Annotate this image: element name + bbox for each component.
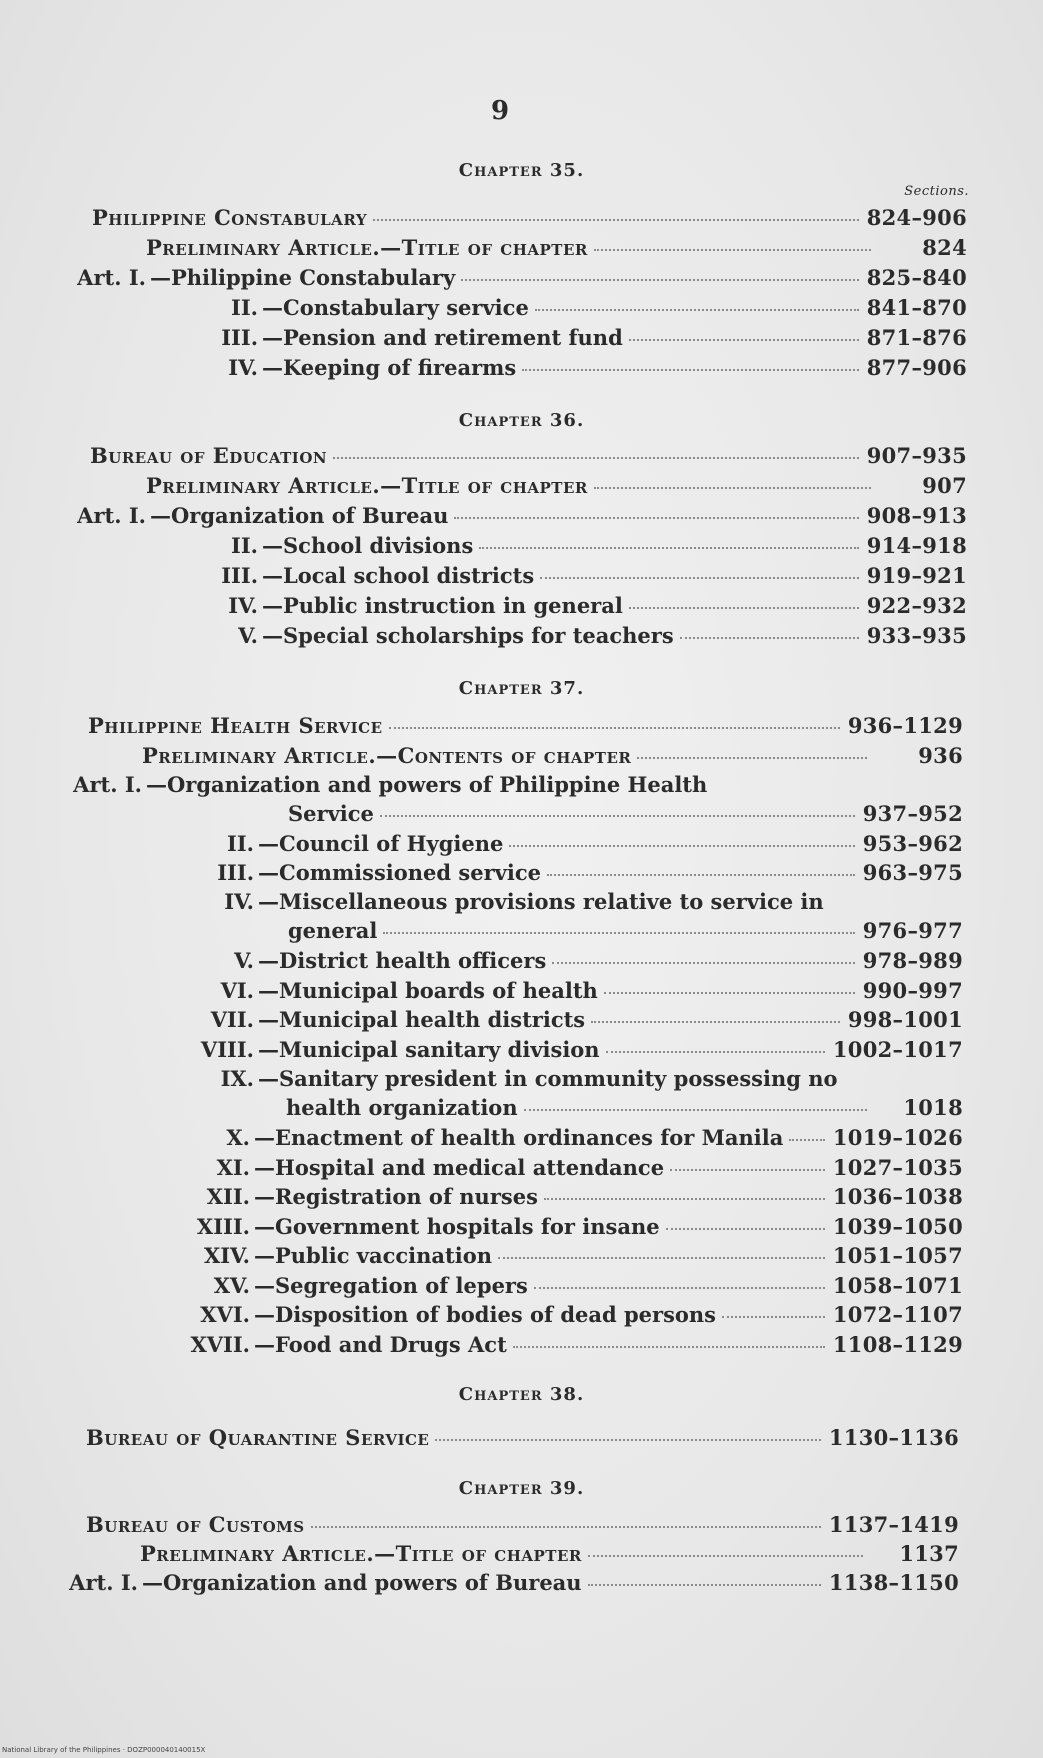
dot-leader <box>454 516 858 519</box>
article-number: XVII. <box>190 1332 250 1357</box>
entry-title-line1: —Organization and powers of Philippine Health <box>146 772 708 797</box>
entry-sections: 1130–1136 <box>828 1425 959 1450</box>
toc-entry <box>164 977 963 1005</box>
dot-leader <box>789 1138 825 1141</box>
entry-title: —Municipal sanitary division <box>258 1037 600 1062</box>
entry-sections: 990–997 <box>862 978 963 1003</box>
toc-entry <box>88 712 963 740</box>
toc-entry <box>164 1036 963 1064</box>
article-number: III. <box>221 325 258 350</box>
entry-sections: 907–935 <box>866 443 967 468</box>
entry-sections: 908–913 <box>866 503 967 528</box>
dot-leader <box>604 991 855 994</box>
dot-leader <box>629 338 859 341</box>
toc-entry <box>168 294 967 322</box>
entry-sections: 877–906 <box>866 355 967 380</box>
dot-leader <box>534 1286 825 1289</box>
article-number: XI. <box>216 1155 250 1180</box>
dot-leader <box>540 576 859 579</box>
entry-title: Preliminary Article.—Title of chapter <box>146 473 588 498</box>
toc-entry <box>164 830 963 858</box>
chapter-heading: Chapter 36. <box>458 410 585 431</box>
article-number: Art. I. <box>77 265 146 290</box>
dot-leader <box>594 248 871 251</box>
chapter-heading: Chapter 37. <box>458 678 585 699</box>
entry-title: —Pension and retirement fund <box>262 325 623 350</box>
chapter-heading: Chapter 35. <box>458 160 585 181</box>
entry-sections: 1036–1038 <box>832 1184 963 1209</box>
entry-sections: 919–921 <box>866 563 967 588</box>
entry-title: —Enactment of health ordinances for Manila <box>254 1125 784 1150</box>
entry-title: Philippine Constabulary <box>92 205 368 230</box>
entry-sections: 824–906 <box>866 205 967 230</box>
entry-sections: 933–935 <box>866 623 967 648</box>
toc-entry-first-line <box>164 888 880 916</box>
entry-sections: 1027–1035 <box>832 1155 963 1180</box>
entry-title: Preliminary Article.—Contents of chapter <box>142 743 632 768</box>
entry-title: —Government hospitals for insane <box>254 1214 660 1239</box>
toc-entry <box>160 1272 963 1300</box>
dot-leader <box>594 486 871 489</box>
toc-entry <box>160 1124 963 1152</box>
toc-entry <box>48 1569 959 1597</box>
entry-sections: 1018 <box>903 1095 963 1120</box>
entry-title: Service <box>288 801 374 826</box>
toc-entry <box>140 1540 959 1568</box>
toc-entry <box>286 1094 963 1122</box>
article-number: VI. <box>220 978 254 1003</box>
article-number: V. <box>238 623 258 648</box>
article-number: V. <box>234 948 254 973</box>
entry-title: Bureau of Quarantine Service <box>86 1425 430 1450</box>
toc-entry <box>168 622 967 650</box>
entry-sections: 1002–1017 <box>832 1037 963 1062</box>
article-number: IV. <box>224 889 254 914</box>
dot-leader <box>524 1108 867 1111</box>
dot-leader <box>373 218 859 221</box>
chapter-heading: Chapter 39. <box>458 1478 585 1499</box>
toc-entry <box>168 354 967 382</box>
entry-title: —Philippine Constabulary <box>150 265 456 290</box>
entry-title: —Council of Hygiene <box>258 831 504 856</box>
toc-entry <box>92 204 967 232</box>
entry-title: —Local school districts <box>262 563 535 588</box>
entry-sections: 1137–1419 <box>828 1512 959 1537</box>
entry-title: Preliminary Article.—Title of chapter <box>140 1541 582 1566</box>
dot-leader <box>522 368 859 371</box>
entry-sections: 907 <box>922 473 967 498</box>
article-number: III. <box>217 860 254 885</box>
entry-title: —Hospital and medical attendance <box>254 1155 665 1180</box>
chapter-heading: Chapter 38. <box>458 1384 585 1405</box>
entry-title: —Disposition of bodies of dead persons <box>254 1302 716 1327</box>
dot-leader <box>547 873 855 876</box>
entry-title: —Constabulary service <box>262 295 529 320</box>
dot-leader <box>383 931 854 934</box>
entry-sections: 1137 <box>899 1541 959 1566</box>
dot-leader <box>588 1583 821 1586</box>
article-number: IV. <box>228 593 258 618</box>
toc-entry <box>160 1183 963 1211</box>
entry-title: general <box>288 918 378 943</box>
entry-title: —Organization and powers of Bureau <box>142 1570 582 1595</box>
entry-sections: 937–952 <box>862 801 963 826</box>
entry-sections: 841–870 <box>866 295 967 320</box>
entry-title: —Segregation of lepers <box>254 1273 528 1298</box>
entry-sections: 976–977 <box>862 918 963 943</box>
dot-leader <box>680 636 859 639</box>
article-number: Art. I. <box>69 1570 138 1595</box>
dot-leader <box>389 726 840 729</box>
toc-entry-first-line <box>164 1065 880 1093</box>
entry-title: Preliminary Article.—Title of chapter <box>146 235 588 260</box>
toc-entry <box>288 800 963 828</box>
entry-title: —Public vaccination <box>254 1243 492 1268</box>
toc-entry <box>168 562 967 590</box>
dot-leader <box>435 1438 821 1441</box>
article-number: II. <box>227 831 254 856</box>
entry-sections: 871–876 <box>866 325 967 350</box>
entry-sections: 1138–1150 <box>828 1570 959 1595</box>
scan-footer: National Library of the Philippines · DOZP000040140015X <box>2 1746 206 1754</box>
toc-entry <box>168 532 967 560</box>
toc-entry <box>146 472 967 500</box>
toc-entry <box>86 1511 959 1539</box>
article-number: XVI. <box>200 1302 250 1327</box>
entry-title: Bureau of Education <box>90 443 328 468</box>
toc-entry <box>164 1006 963 1034</box>
entry-title: —Commissioned service <box>258 860 541 885</box>
entry-title: —Municipal health districts <box>258 1007 586 1032</box>
toc-entry-first-line <box>52 771 882 799</box>
dot-leader <box>479 546 858 549</box>
article-number: XIII. <box>196 1214 250 1239</box>
toc-entry <box>168 592 967 620</box>
entry-sections: 1019–1026 <box>832 1125 963 1150</box>
toc-entry <box>86 1424 959 1452</box>
toc-entry <box>160 1331 963 1359</box>
entry-title: —Registration of nurses <box>254 1184 538 1209</box>
dot-leader <box>552 961 854 964</box>
entry-sections: 998–1001 <box>847 1007 963 1032</box>
toc-entry <box>90 442 967 470</box>
dot-leader <box>722 1315 825 1318</box>
entry-title: Philippine Health Service <box>88 713 383 738</box>
dot-leader <box>588 1554 863 1557</box>
entry-title-line1: —Miscellaneous provisions relative to service in <box>258 889 824 914</box>
dot-leader <box>509 844 854 847</box>
dot-leader <box>513 1345 825 1348</box>
entry-sections: 922–932 <box>866 593 967 618</box>
entry-title-line1: —Sanitary president in community possessing no <box>258 1066 838 1091</box>
entry-sections: 936 <box>918 743 963 768</box>
toc-entry <box>56 264 967 292</box>
article-number: III. <box>221 563 258 588</box>
dot-leader <box>461 278 859 281</box>
dot-leader <box>535 308 859 311</box>
toc-entry <box>160 1242 963 1270</box>
toc-entry <box>160 1154 963 1182</box>
article-number: X. <box>226 1125 250 1150</box>
article-number: VIII. <box>200 1037 254 1062</box>
entry-sections: 1051–1057 <box>832 1243 963 1268</box>
entry-title: —Municipal boards of health <box>258 978 598 1003</box>
article-number: IV. <box>228 355 258 380</box>
toc-entry <box>164 859 963 887</box>
toc-entry <box>288 917 963 945</box>
toc-entry <box>56 502 967 530</box>
dot-leader <box>591 1020 840 1023</box>
entry-sections: 978–989 <box>862 948 963 973</box>
toc-entry <box>146 234 967 262</box>
entry-title: health organization <box>286 1095 518 1120</box>
article-number: VII. <box>210 1007 254 1032</box>
entry-sections: 936–1129 <box>847 713 963 738</box>
entry-title: —Public instruction in general <box>262 593 623 618</box>
page-number: 9 <box>490 96 510 126</box>
dot-leader <box>380 814 855 817</box>
dot-leader <box>311 1525 821 1528</box>
dot-leader <box>544 1197 825 1200</box>
entry-sections: 1058–1071 <box>832 1273 963 1298</box>
entry-title: —Keeping of firearms <box>262 355 517 380</box>
entry-title: —Special scholarships for teachers <box>262 623 674 648</box>
toc-entry <box>160 1213 963 1241</box>
dot-leader <box>606 1050 825 1053</box>
toc-entry <box>142 742 963 770</box>
entry-sections: 953–962 <box>862 831 963 856</box>
entry-title: —Food and Drugs Act <box>254 1332 507 1357</box>
entry-sections: 1039–1050 <box>832 1214 963 1239</box>
dot-leader <box>629 606 859 609</box>
entry-sections: 1108–1129 <box>832 1332 963 1357</box>
entry-sections: 963–975 <box>862 860 963 885</box>
entry-title: —School divisions <box>262 533 474 558</box>
article-number: II. <box>231 533 258 558</box>
dot-leader <box>670 1168 825 1171</box>
entry-sections: 1072–1107 <box>832 1302 963 1327</box>
toc-entry <box>164 947 963 975</box>
entry-sections: 825–840 <box>866 265 967 290</box>
dot-leader <box>498 1256 825 1259</box>
dot-leader <box>333 456 859 459</box>
entry-sections: 914–918 <box>866 533 967 558</box>
article-number: II. <box>231 295 258 320</box>
article-number: Art. I. <box>73 772 142 797</box>
article-number: Art. I. <box>77 503 146 528</box>
article-number: XII. <box>206 1184 250 1209</box>
entry-title: —District health officers <box>258 948 547 973</box>
toc-entry <box>168 324 967 352</box>
toc-entry <box>160 1301 963 1329</box>
entry-sections: 824 <box>922 235 967 260</box>
dot-leader <box>637 756 867 759</box>
article-number: XV. <box>213 1273 250 1298</box>
dot-leader <box>666 1227 825 1230</box>
entry-title: —Organization of Bureau <box>150 503 449 528</box>
article-number: XIV. <box>203 1243 250 1268</box>
entry-title: Bureau of Customs <box>86 1512 305 1537</box>
article-number: IX. <box>220 1066 254 1091</box>
sections-column-label: Sections. <box>904 184 969 199</box>
